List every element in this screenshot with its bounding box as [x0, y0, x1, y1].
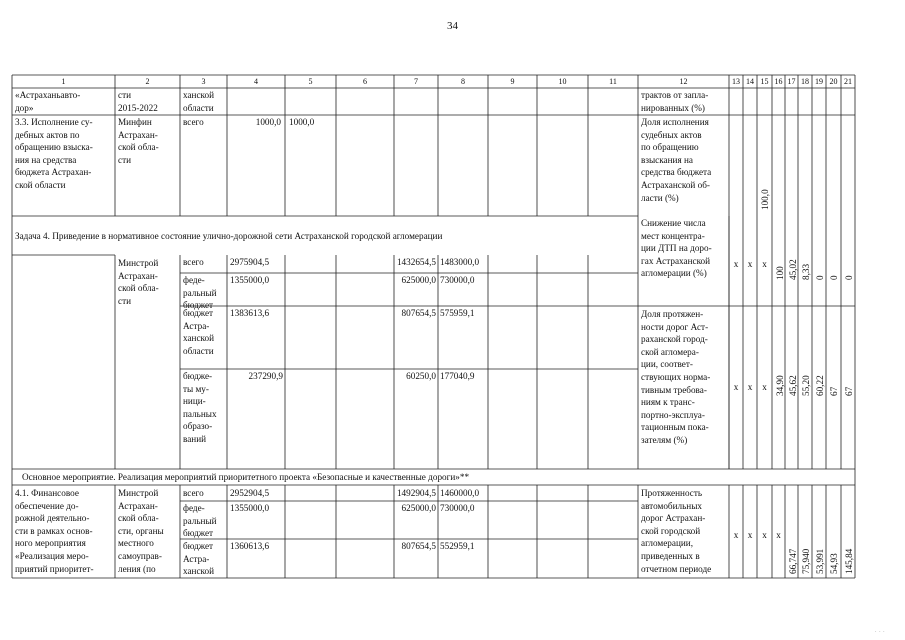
amount-year1: 60250,0: [406, 371, 436, 381]
row33-executor: Минфин: [118, 117, 152, 127]
row41-executor: ления (по: [118, 563, 156, 574]
column-header: 10: [558, 77, 567, 86]
row41-name: обеспечение до-: [15, 500, 79, 511]
row33-indicator: по обращению: [641, 142, 699, 153]
x-mark: х: [762, 530, 767, 540]
amount-year2: 575959,1: [440, 308, 475, 318]
task4-executor: ской обла-: [118, 283, 159, 294]
amount-total: 1355000,0: [230, 275, 270, 285]
x-mark: х: [733, 382, 739, 392]
row41-indicator: автомобильных: [641, 500, 702, 511]
funding-source: образо-: [183, 421, 213, 432]
indicator2-value: 45,62: [788, 375, 798, 396]
row41-name: рожной деятельно-: [15, 513, 90, 524]
column-header: 13: [732, 77, 740, 86]
amount-year1: 807654,5: [401, 308, 436, 318]
task4-indicator2: тивным требова-: [641, 384, 707, 395]
x-mark: х: [776, 530, 781, 540]
funding-source: всего: [183, 488, 204, 498]
funding-source: ваний: [183, 434, 207, 444]
task4-indicator1: ции ДТП на доро-: [641, 243, 712, 254]
row33-name: 3.3. Исполнение су-: [15, 117, 93, 127]
row33-target-value: 100,0: [760, 189, 770, 210]
row33-name: бюджета Астрахан-: [15, 167, 92, 178]
column-header: 9: [510, 77, 515, 86]
task4-indicator1: мест концентра-: [641, 230, 705, 241]
row41-executor: Астрахан-: [118, 500, 158, 511]
column-header: 8: [461, 77, 465, 86]
funding-source: ници-: [183, 396, 206, 407]
indicator1-value: 0: [844, 275, 854, 280]
task4-indicator2: Доля протяжен-: [641, 309, 704, 319]
amount-year1: 1492904,5: [396, 488, 436, 498]
funding-source: феде-: [183, 275, 205, 285]
row33-name: дебных актов по: [15, 129, 80, 140]
row41-value: 66,747: [788, 548, 798, 574]
row33-total: 1000,0: [255, 117, 281, 127]
scan-mark: · · ·: [874, 628, 885, 636]
column-header: 18: [801, 77, 809, 86]
carry-col2-text: сти: [118, 90, 132, 100]
indicator2-value: 55,20: [801, 375, 811, 396]
row33-indicator: судебных актов: [641, 129, 702, 140]
x-mark: х: [733, 259, 739, 269]
row41-executor: местного: [118, 538, 154, 549]
funding-source: ханской: [183, 333, 215, 344]
task4-indicator2: раханской город-: [641, 334, 708, 345]
carry-col1-text: «Астраханьавто-: [15, 90, 81, 100]
amount-total: 2975904,5: [230, 257, 270, 267]
indicator1-value: 0: [829, 275, 839, 280]
row41-value: 53,991: [815, 548, 825, 574]
x-mark: х: [747, 382, 753, 392]
carry-col3-text: области: [183, 102, 214, 113]
task4-indicator2: портно-эксплуа-: [641, 409, 705, 420]
column-header: 21: [844, 77, 852, 86]
column-header: 15: [760, 77, 769, 86]
row41-executor: Минстрой: [118, 488, 159, 498]
task4-indicator1: гах Астраханской: [641, 255, 711, 266]
row41-indicator: ской городской: [641, 525, 701, 536]
indicator1-value: 45,02: [788, 259, 798, 280]
funding-source: области: [183, 345, 214, 356]
column-header: 14: [746, 77, 754, 86]
row41-executor: ской обла-: [118, 513, 159, 524]
column-header: 11: [609, 77, 617, 86]
row33-indicator: Астраханской об-: [641, 180, 710, 190]
amount-year1: 1432654,5: [396, 257, 436, 267]
amount-year1: 625000,0: [401, 503, 436, 513]
row41-name: приятий приоритет-: [15, 563, 94, 574]
row33-indicator: взыскания на: [641, 154, 693, 165]
row41-indicator: приведенных в: [641, 551, 700, 561]
amount-total: 237290,9: [248, 371, 283, 381]
amount-total: 2952904,5: [230, 488, 270, 498]
column-header: 17: [787, 77, 796, 86]
row33-name: обращению взыска-: [15, 142, 93, 153]
row41-name: ного мероприятия: [15, 538, 86, 549]
row41-name: «Реализация меро-: [15, 551, 89, 561]
indicator2-value: 67: [829, 386, 839, 396]
indicator2-value: 60,22: [815, 375, 825, 396]
amount-total: 1355000,0: [230, 503, 270, 513]
row33-indicator: Доля исполнения: [641, 117, 709, 127]
task4-indicator2: ции, соответ-: [641, 359, 693, 370]
task4-indicator2: тационным пока-: [641, 422, 709, 433]
column-header: 5: [308, 77, 313, 86]
x-mark: х: [762, 259, 767, 269]
funding-source: Астра-: [183, 553, 210, 564]
indicator2-value: 34,90: [775, 375, 785, 396]
row33-name: ской области: [15, 180, 66, 190]
x-mark: х: [762, 382, 767, 392]
funding-source: ральный: [183, 287, 217, 298]
row33-executor: сти: [118, 154, 132, 165]
carry-col1-text: дор»: [15, 102, 34, 113]
x-mark: х: [733, 530, 739, 540]
column-header: 12: [679, 77, 688, 86]
funding-source: всего: [183, 257, 204, 267]
task4-indicator2: зателям (%): [641, 435, 688, 445]
amount-year1: 807654,5: [401, 541, 436, 551]
carry-col3-text: ханской: [183, 90, 215, 100]
funding-source: бюджет: [183, 528, 214, 539]
amount-year1: 625000,0: [401, 275, 436, 285]
task4-executor: сти: [118, 295, 132, 306]
row41-executor: самоуправ-: [118, 551, 162, 561]
row33-executor: Астрахан-: [118, 129, 158, 140]
column-header: 19: [815, 77, 823, 86]
row41-name: 4.1. Финансовое: [15, 488, 79, 498]
task4-executor: Минстрой: [118, 258, 159, 268]
carry-col12-text: трактов от запла-: [641, 90, 709, 100]
funding-source: ральный: [183, 515, 217, 526]
task4-indicator1: Снижение числа: [641, 218, 706, 228]
row33-indicator: ласти (%): [641, 192, 679, 203]
funding-source: ты му-: [183, 383, 209, 394]
indicator1-value: 0: [815, 275, 825, 280]
row41-indicator: отчетном периоде: [641, 563, 712, 574]
funding-source: бюджет: [183, 300, 214, 311]
amount-year2: 1483000,0: [440, 257, 480, 267]
row41-name: сти в рамках основ-: [15, 525, 93, 536]
amount-year2: 730000,0: [440, 503, 475, 513]
row41-value: 54,93: [829, 553, 839, 574]
row33-executor: ской обла-: [118, 142, 159, 153]
task4-title: Задача 4. Приведение в нормативное состояние улично-дорожной сети Астраханской городской агломерации: [15, 231, 443, 241]
row41-indicator: Протяженность: [641, 488, 703, 498]
funding-source: пальных: [183, 408, 217, 419]
task4-indicator2: ствующих норма-: [641, 372, 711, 382]
column-header: 7: [414, 77, 418, 86]
row33-year1: 1000,0: [289, 117, 315, 127]
x-mark: х: [747, 530, 753, 540]
funding-source: бюдже-: [183, 371, 213, 381]
column-header: 4: [254, 77, 258, 86]
row33-source: всего: [183, 117, 204, 127]
column-header: 1: [61, 77, 66, 86]
indicator1-value: 100: [775, 266, 785, 280]
row41-executor: сти, органы: [118, 525, 164, 536]
row33-indicator: средства бюджета: [641, 167, 712, 178]
column-header: 3: [201, 77, 206, 86]
funding-source: бюджет: [183, 308, 214, 318]
column-header: 16: [774, 77, 783, 86]
main-event-title: Основное мероприятие. Реализация мероприятий приоритетного проекта «Безопасные и качественные дороги»**: [22, 472, 470, 482]
column-header: 6: [363, 77, 367, 86]
task4-indicator2: ниям к транс-: [641, 397, 695, 408]
funding-source: Астра-: [183, 320, 210, 331]
task4-indicator2: ской агломера-: [641, 346, 699, 357]
indicator2-value: 67: [844, 386, 854, 396]
carry-col12-text: нированных (%): [641, 102, 705, 113]
row41-indicator: дорог Астрахан-: [641, 513, 706, 524]
row41-value: 75,940: [801, 548, 811, 574]
funding-source: ханской: [183, 566, 215, 577]
amount-year2: 177040,9: [440, 371, 475, 381]
amount-total: 1383613,6: [230, 308, 270, 318]
row41-value: 145,84: [844, 548, 854, 574]
amount-year2: 552959,1: [440, 541, 475, 551]
indicator1-value: 8,33: [801, 263, 811, 280]
funding-source: бюджет: [183, 541, 214, 551]
funding-source: феде-: [183, 503, 205, 513]
amount-year2: 1460000,0: [440, 488, 480, 498]
task4-indicator2: ности дорог Аст-: [641, 321, 709, 332]
column-header: 20: [829, 77, 838, 86]
amount-total: 1360613,6: [230, 541, 270, 551]
task4-executor: Астрахан-: [118, 270, 158, 281]
x-mark: х: [747, 259, 753, 269]
column-header: 2: [145, 77, 150, 86]
row33-name: ния на средства: [15, 154, 77, 165]
amount-year2: 730000,0: [440, 275, 475, 285]
page-number: 34: [447, 20, 458, 32]
task4-indicator1: агломерации (%): [641, 268, 707, 279]
row41-indicator: агломерации,: [641, 538, 693, 549]
carry-col2-text: 2015-2022: [118, 102, 158, 113]
